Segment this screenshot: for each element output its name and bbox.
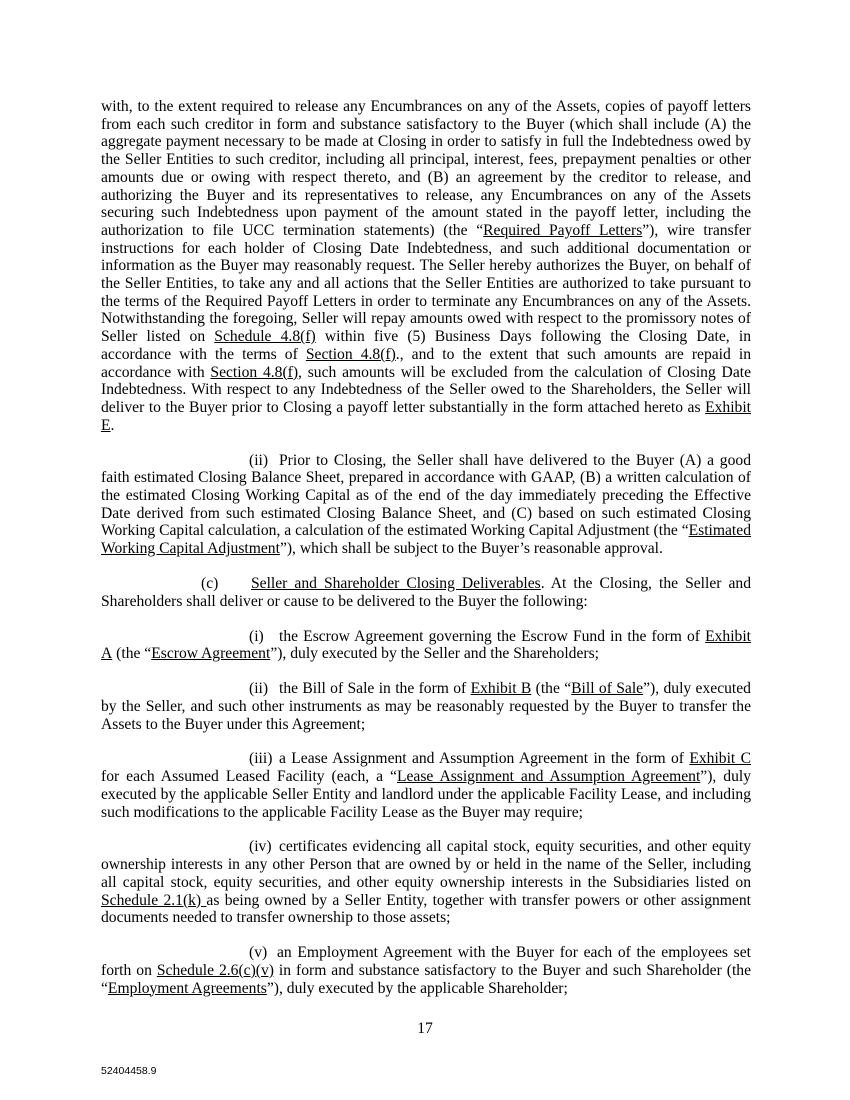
text-segment: the Bill of Sale in the form of bbox=[279, 680, 471, 698]
paragraph-estimated-balance-sheet bbox=[101, 452, 751, 558]
clause-number: (v) bbox=[249, 944, 268, 962]
paragraph-payoff-letters bbox=[101, 98, 751, 434]
item-employment-agreement bbox=[101, 944, 751, 997]
reference-exhibit-c: Exhibit C bbox=[689, 750, 751, 768]
text-segment: , such amounts will be excluded from the calculation of Closing Date Indebtedness. With respect to any Indebtedness of the Seller owed to the Shareholders, the Seller will deliver to the Buyer prior to Closing a payoff letter substantially in the form attached hereto as bbox=[101, 363, 751, 416]
text-segment: ., and to the extent that such amounts are repaid in accordance with bbox=[101, 345, 752, 381]
text-segment: ”), duly executed by the applicable Seller Entity and landlord under the applicable Facility Lease, and including such modifications to the applicable Facility Lease as the Buyer may require; bbox=[101, 768, 751, 821]
text-segment: an Employment Agreement with the Buyer for each of the employees set forth on bbox=[101, 944, 751, 979]
text-segment: Prior to Closing, the Seller shall have delivered to the Buyer (A) a good faith estimated Closing Balance Sheet, prepared in accordance with GAAP, (B) a written calculation of the estimated Closing Working Capital as of the end of the day immediately preceding the Effective Date derived from such estimated Closing Balance Sheet, and (C) based on such estimated Closing Working Capital calculation, a calculation of the estimated Working Capital Adjustment (the “ bbox=[101, 451, 751, 540]
reference-schedule-2-6cv: Schedule 2.6(c)(v) bbox=[156, 961, 274, 979]
item-bill-of-sale bbox=[101, 680, 751, 733]
text-segment: ”), which shall be subject to the Buyer’s reasonable approval. bbox=[279, 540, 663, 558]
document-body bbox=[101, 98, 751, 997]
section-heading: Seller and Shareholder Closing Deliverables bbox=[251, 574, 541, 592]
text-segment: (the “ bbox=[112, 645, 152, 663]
text-segment: for each Assumed Leased Facility (each, a “ bbox=[101, 768, 397, 786]
text-segment: . At the Closing, the Seller and Shareholders shall deliver or cause to be delivered to the Buyer the following: bbox=[101, 574, 751, 610]
defined-term-employment-agreements: Employment Agreements bbox=[107, 979, 267, 997]
defined-term-bill-of-sale: Bill of Sale bbox=[571, 680, 644, 698]
reference-section-4-8f-second: Section 4.8(f) bbox=[210, 363, 299, 381]
reference-schedule-4-8f: Schedule 4.8(f) bbox=[214, 328, 316, 346]
document-id: 52404458.9 bbox=[101, 1065, 157, 1077]
text-segment: with, to the extent required to release any Encumbrances on any of the Assets, copies of payoff letters from each such creditor in form and substance satisfactory to the Buyer (which shall include (A) the aggregate payment necessary to be made at Closing in order to satisfy in full the Indebtedness owed by the Seller Entities to such creditor, including all principal, interest, fees, prepayment penalties or other amounts due or owing with respect thereto, and (B) an agreement by the creditor to release, and authorizing the Buyer and its representatives to release, any Encumbrances on any of the Assets securing such Indebtedness upon payment of the amount stated in the payoff letter, including the authorization to file UCC termination statements) (the “ bbox=[101, 98, 751, 239]
text-segment: ”), duly executed by the Seller, and such other instruments as may be reasonably requested by the Buyer to transfer the Assets to the Buyer under this Agreement; bbox=[101, 680, 751, 733]
clause-number: (ii) bbox=[249, 451, 269, 469]
text-segment: within five (5) Business Days following the Closing Date, in accordance with the terms of bbox=[101, 328, 751, 363]
text-segment: ”), duly executed by the Seller and the Shareholders; bbox=[270, 645, 599, 663]
clause-number: (iii) bbox=[249, 750, 273, 768]
item-lease-assignment bbox=[101, 750, 751, 821]
text-segment: . bbox=[110, 416, 115, 434]
text-segment: the Escrow Agreement governing the Escrow Fund in the form of bbox=[279, 627, 706, 645]
reference-schedule-2-1k: Schedule 2.1(k) bbox=[101, 891, 207, 909]
defined-term-escrow-agreement: Escrow Agreement bbox=[151, 645, 271, 663]
text-segment: (the “ bbox=[531, 680, 572, 698]
text-segment: a Lease Assignment and Assumption Agreement in the form of bbox=[279, 750, 690, 768]
defined-term-required-payoff-letters: Required Payoff Letters bbox=[483, 221, 643, 239]
text-segment: as being owned by a Seller Entity, together with transfer powers or other assignment documents needed to transfer ownership to those assets; bbox=[101, 891, 751, 927]
paragraph-closing-deliverables bbox=[101, 575, 751, 610]
text-segment: in form and substance satisfactory to the Buyer and such Shareholder (the “ bbox=[101, 961, 751, 997]
reference-exhibit-e: Exhibit E bbox=[101, 398, 751, 434]
reference-exhibit-b: Exhibit B bbox=[470, 680, 532, 698]
clause-number: (i) bbox=[249, 627, 264, 645]
text-segment: ”), duly executed by the applicable Shareholder; bbox=[266, 979, 568, 997]
defined-term-estimated-working-capital-adjustment: Estimated Working Capital Adjustment bbox=[101, 522, 751, 558]
clause-number: (c) bbox=[201, 574, 219, 592]
clause-number: (iv) bbox=[249, 838, 272, 856]
reference-exhibit-a: Exhibit A bbox=[101, 627, 751, 663]
defined-term-lease-assignment: Lease Assignment and Assumption Agreement bbox=[396, 768, 701, 786]
page-number: 17 bbox=[417, 1020, 433, 1037]
text-segment: ”), wire transfer instructions for each holder of Closing Date Indebtedness, and such additional documentation or information as the Buyer may reasonably request. The Seller hereby authorizes the Buyer, on behalf of the Seller Entities, to take any and all actions that the Seller Entities are authorized to take pursuant to the terms of the Required Payoff Letters in order to terminate any Encumbrances on any of the Assets. Notwithstanding the foregoing, Seller will repay amounts owed with respect to the promissory notes of Seller listed on bbox=[101, 221, 751, 346]
clause-number: (ii) bbox=[249, 680, 269, 698]
item-escrow-agreement bbox=[101, 628, 751, 663]
text-segment: certificates evidencing all capital stock, equity securities, and other equity ownership interests in any other Person that are owned by or held in the name of the Seller, including all capital stock, equity securities, and other equity ownership interests in the Subsidiaries listed on bbox=[101, 838, 751, 891]
reference-section-4-8f: Section 4.8(f) bbox=[305, 345, 396, 363]
item-equity-certificates bbox=[101, 838, 751, 927]
